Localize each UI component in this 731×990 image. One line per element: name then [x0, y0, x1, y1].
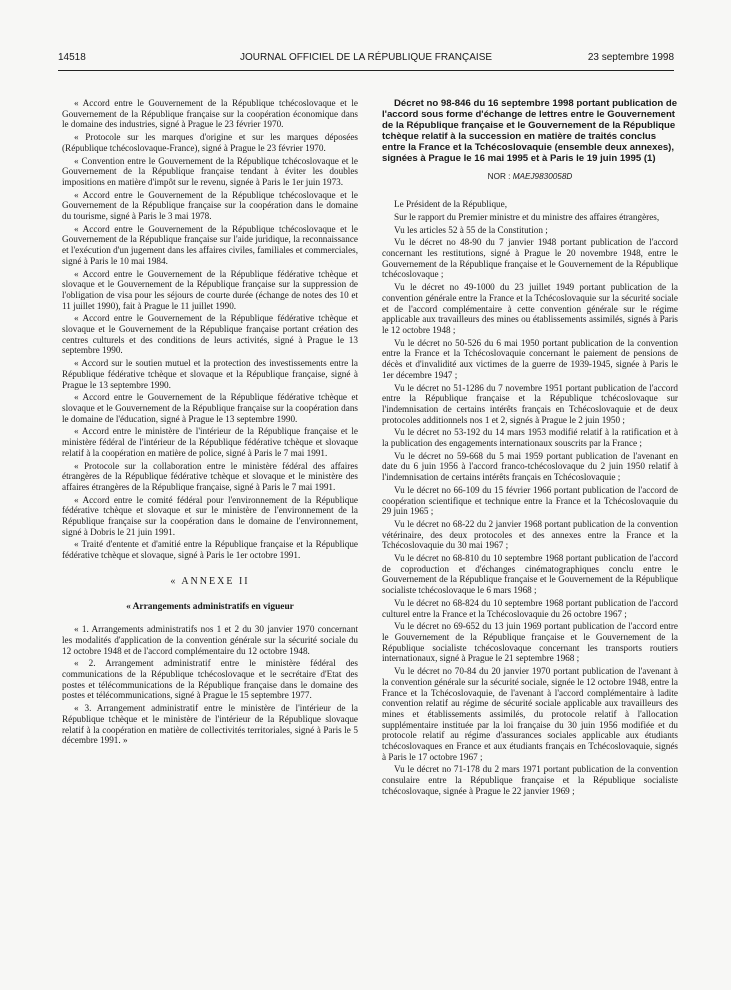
arrangement-paragraph: « 2. Arrangement administratif entre le ministère fédéral des communications de la République tchécoslovaque et le secrétaire d'Etat des postes et télécommunications de la République française dans le domaine des postes et télécommunications, signé à Prague le 15 septembre 1977. — [62, 658, 358, 701]
treaty-paragraph: « Accord entre le Gouvernement de la République fédérative tchèque et slovaque et le Gouvernement de la République française sur la suppression de l'obligation de visa pour les séjours de courte durée (échange de notes des 10 et 11 juillet 1990), fait à Prague le 11 juillet 1990. — [62, 268, 358, 311]
treaty-paragraph: « Protocole sur les marques d'origine et sur les marques déposées (République tchécoslovaque-France), signé à Prague le 23 février 1970. — [62, 132, 358, 153]
annex-subtitle: « Arrangements administratifs en vigueur — [126, 601, 294, 612]
arrangement-paragraph: « 1. Arrangements administratifs nos 1 et 2 du 30 janvier 1970 concernant les modalités d'application de la convention générale sur la sécurité sociale du 12 octobre 1948 et de l'accord complémentaire du 12 octobre 1948. — [62, 624, 358, 656]
decree-paragraph: Le Président de la République, — [394, 199, 508, 210]
arrangement-paragraph: « 3. Arrangement administratif entre le ministère de l'intérieur de la République tchèque et le ministère de l'intérieur de la République slovaque relatif à la coopération en matière de collectivités territoriales, signé à Paris le 5 décembre 1991. » — [62, 703, 358, 746]
treaty-paragraph: « Accord entre le Gouvernement de la République tchécoslovaque et le Gouvernement de la République française sur la coopération économique dans le domaine des industries, signé à Prague le 23 février 1970. — [62, 98, 358, 130]
treaty-paragraph: « Traité d'entente et d'amitié entre la République française et la République fédérative tchèque et slovaque, signé à Paris le 1er octobre 1991. — [62, 539, 358, 561]
decree-paragraph: Vu les articles 52 à 55 de la Constitution ; — [394, 224, 548, 235]
nor-label: NOR : — [487, 171, 511, 181]
decree-paragraph: Vu le décret no 71-178 du 2 mars 1971 portant publication de la convention consulaire entre la République française et la République socialiste tchécoslovaque, signée à Prague le 22 janvier 1969 ; — [382, 764, 678, 796]
arrangement-list — [62, 624, 358, 746]
decree-paragraph: Vu le décret no 48-90 du 7 janvier 1948 portant publication de l'accord concernant les restitutions, signé à Prague le 20 novembre 1948, entre le Gouvernement de la République française et le Gouvernement de la République tchécoslovaque ; — [382, 237, 678, 280]
treaty-paragraph: « Accord sur le soutien mutuel et la protection des investissements entre la République fédérative tchèque et slovaque et la République française, signé à Prague le 13 septembre 1990. — [62, 358, 358, 390]
header-rule — [58, 70, 674, 71]
treaty-paragraph: « Accord entre le comité fédéral pour l'environnement de la République fédérative tchèque et slovaque et sur le ministère de l'environnement de la République française sur la coopération dans le domaine de l'environnement, signé à Dobris le 21 juin 1991. — [62, 494, 358, 537]
treaty-paragraph: « Accord entre le Gouvernement de la République fédérative tchèque et slovaque et le Gouvernement de la République française sur la coopération dans le domaine de l'éducation, signé à Prague le 13 septembre 1990. — [62, 392, 358, 424]
treaty-list — [62, 98, 358, 561]
decree-paragraph: Vu le décret no 70-84 du 20 janvier 1970 portant publication de l'avenant à la convention générale sur la sécurité sociale, signée le 12 octobre 1948, entre la France et la Tchécoslovaquie, de l'avenant à l'accord complémentaire à ladite convention relatif au régime de sécurité sociale applicable aux travailleurs des mines et établissements assimilés, du protocole relatif à l'allocation supplémentaire instituée par la loi française du 30 juin 1956 modifiée et du protocole relatif au régime d'assurances sociales applicable aux étudiants tchécoslovaques en France et aux étudiants français en Tchécoslovaquie, signés à Paris le 17 octobre 1967 ; — [382, 666, 678, 762]
decree-paragraph: Vu le décret no 68-22 du 2 janvier 1968 portant publication de la convention vétérinaire, des deux protocoles et des annexes entre la France et la Tchécoslovaquie du 30 mai 1967 ; — [382, 518, 678, 551]
decree-paragraph: Vu le décret no 49-1000 du 23 juillet 1949 portant publication de la convention générale entre la France et la Tchécoslovaquie sur la sécurité sociale et de l'accord complémentaire à cette convention générale sur le régime applicable aux travailleurs des mines ou établissements assimilés, signés à Paris le 12 octobre 1948 ; — [382, 282, 678, 335]
decree-paragraph: Vu le décret no 68-810 du 10 septembre 1968 portant publication de l'accord de coproduction et d'échanges cinématographiques conclu entre le Gouvernement de la République française et le Gouvernement de la République socialiste tchécoslovaque le 6 mars 1968 ; — [382, 553, 678, 596]
treaty-paragraph: « Accord entre le Gouvernement de la République tchécoslovaque et le Gouvernement de la République française sur la coopération dans le domaine du tourisme, signé à Paris le 3 mai 1978. — [62, 189, 358, 222]
nor-code: MAEJ9830058D — [512, 171, 573, 181]
publication-date: 23 septembre 1998 — [587, 52, 674, 63]
decree-paragraph: Vu le décret no 59-668 du 5 mai 1959 portant publication de l'avenant en date du 6 juin 1956 à l'accord franco-tchécoslovaque du 2 juin 1950 relatif à l'indemnisation de certains intérêts français en Tchécoslovaquie ; — [382, 450, 678, 483]
decree-paragraph: Vu le décret no 69-652 du 13 juin 1969 portant publication de l'accord entre le Gouvernement de la République française et le Gouvernement de la République socialiste tchécoslovaque concernant les transports routiers internationaux, signé à Prague le 21 septembre 1968 ; — [382, 621, 678, 664]
right-column — [382, 98, 678, 799]
page-header — [58, 50, 674, 66]
decree-paragraph: Vu le décret no 68-824 du 10 septembre 1968 portant publication de l'accord culturel entre la France et la Tchécoslovaquie du 26 octobre 1967 ; — [382, 597, 678, 619]
decree-paragraph: Vu le décret no 50-526 du 6 mai 1950 portant publication de la convention entre la France et la Tchécoslovaquie concernant le paiement de pensions de décès et d'invalidité aux victimes de la guerre de 1939-1945, signée à Paris le 1er décembre 1947 ; — [382, 337, 678, 380]
journal-title: JOURNAL OFFICIEL DE LA RÉPUBLIQUE FRANÇAISE — [239, 52, 493, 63]
page-number: 14518 — [58, 52, 86, 63]
left-column — [62, 98, 358, 748]
decree-paragraph: Vu le décret no 53-192 du 14 mars 1953 modifié relatif à la ratification et à la publication des engagements internationaux souscrits par la France ; — [382, 427, 678, 449]
decree-paragraph: Vu le décret no 51-1286 du 7 novembre 1951 portant publication de l'accord entre la République française et la République tchécoslovaque sur l'indemnisation de certains intérêts français en Tchécoslovaquie et de deux protocoles additionnels nos 1 et 2, signés à Prague le 2 juin 1950 ; — [382, 382, 678, 425]
nor-reference — [382, 172, 678, 183]
treaty-paragraph: « Protocole sur la collaboration entre le ministère fédéral des affaires étrangères de la République fédérative tchèque et slovaque et le ministère des affaires étrangères de la République française, signé à Paris le 7 mai 1991. — [62, 460, 358, 492]
decree-body — [382, 199, 678, 796]
treaty-paragraph: « Accord entre le Gouvernement de la République tchécoslovaque et le Gouvernement de la République française sur l'aide juridique, la reconnaissance et l'exécution d'un jugement dans les affaires civiles, familiales et commerciales, signé à Paris le 10 mai 1984. — [62, 223, 359, 266]
decree-paragraph: Vu le décret no 66-109 du 15 février 1966 portant publication de l'accord de coopération scientifique et technique entre la France et la Tchécoslovaquie du 29 juin 1965 ; — [382, 484, 678, 517]
decree-paragraph: Sur le rapport du Premier ministre et du ministre des affaires étrangères, — [394, 211, 660, 222]
treaty-paragraph: « Accord entre le ministère de l'intérieur de la République française et le ministère fédéral de l'intérieur de la République fédérative tchèque et slovaque relatif à la coopération en matière de police, signé à Paris le 7 mai 1991. — [62, 426, 358, 458]
treaty-paragraph: « Accord entre le Gouvernement de la République fédérative tchèque et slovaque et le Gouvernement de la République française portant création des centres culturels et des conditions de leurs activités, signé à Prague le 13 septembre 1990. — [62, 313, 358, 356]
treaty-paragraph: « Convention entre le Gouvernement de la République tchécoslovaque et le Gouvernement de la République française tendant à éviter les doubles impositions en matière d'impôt sur le revenu, signée à Paris le 1er juin 1973. — [62, 155, 358, 187]
decree-title: Décret no 98-846 du 16 septembre 1998 portant publication de l'accord sous forme d'échange de lettres entre le Gouvernement de la République française et le Gouvernement de la République tchèque relatif à la succession en matière de traités conclus entre la France et la Tchécoslovaquie (ensemble deux annexes), signées à Prague le 16 mai 1995 et à Paris le 19 juin 1995 (1) — [382, 98, 678, 165]
annex-title: « ANNEXE II — [170, 575, 250, 587]
